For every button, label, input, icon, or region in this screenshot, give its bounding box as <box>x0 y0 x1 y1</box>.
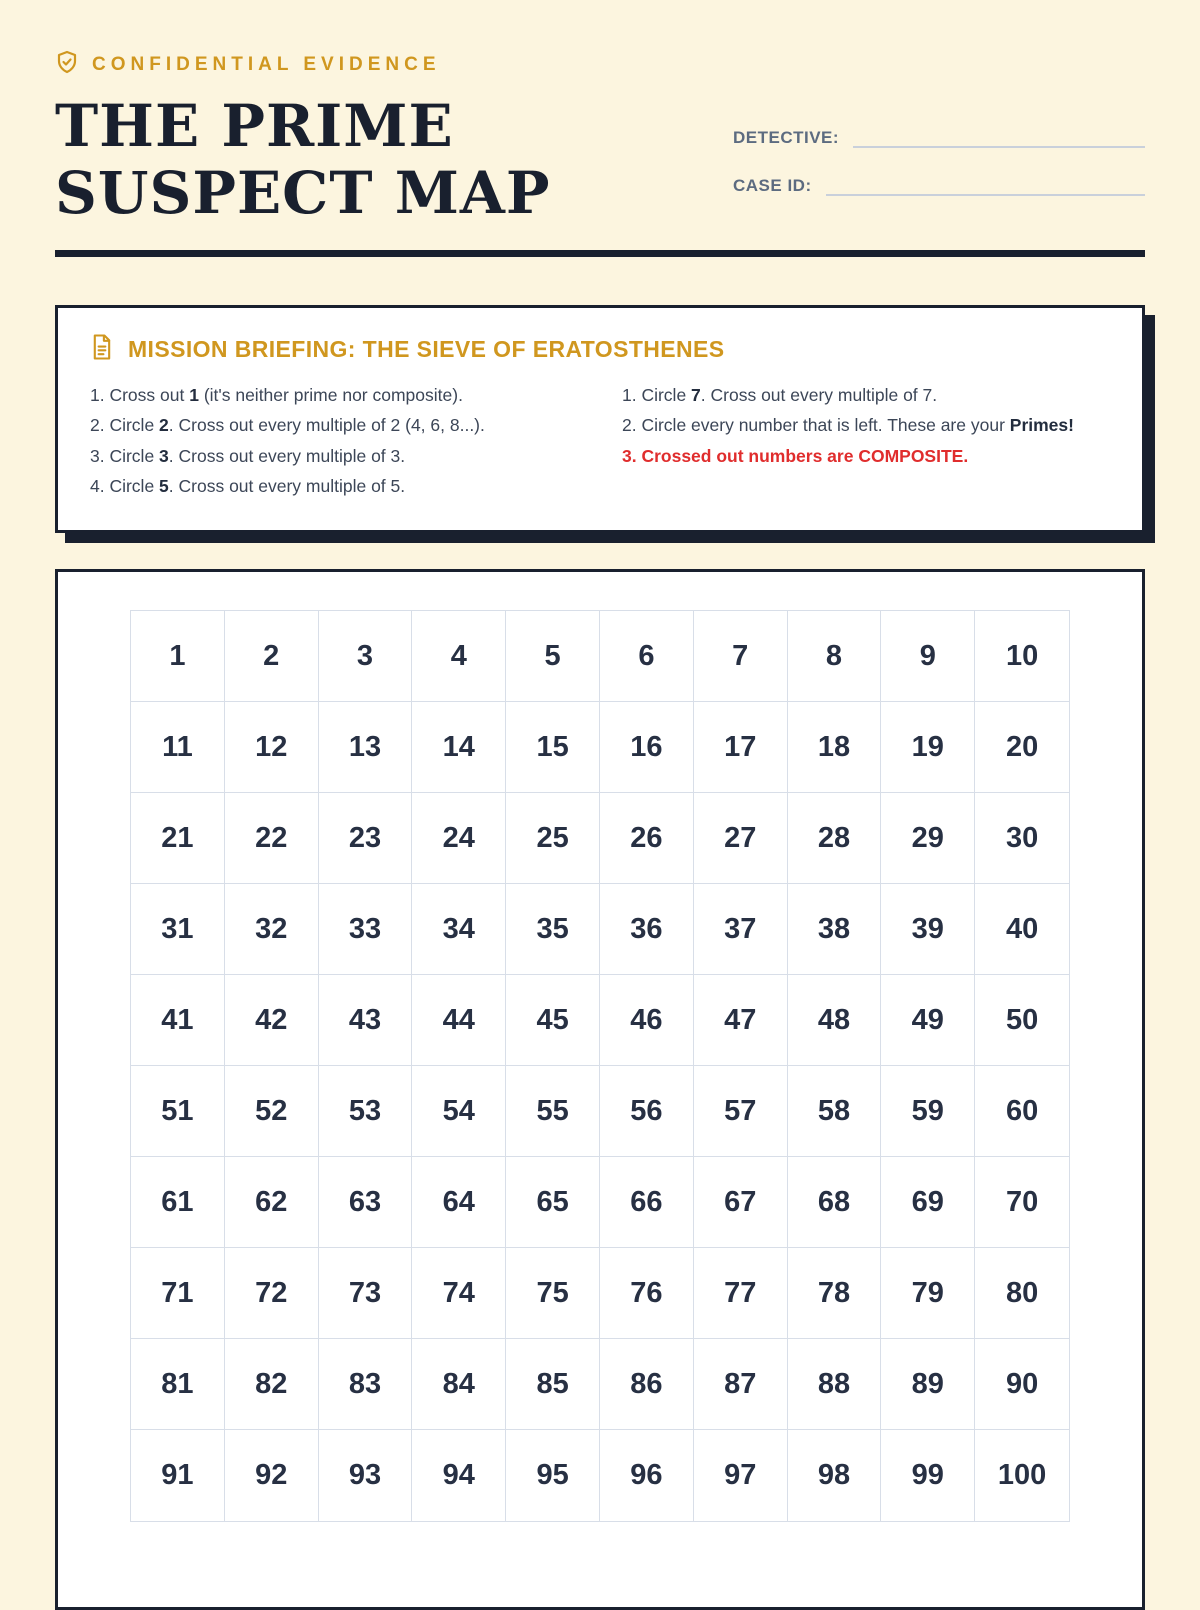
grid-cell-49[interactable]: 49 <box>881 975 975 1066</box>
grid-cell-55[interactable]: 55 <box>506 1066 600 1157</box>
shield-check-icon <box>55 50 79 79</box>
grid-cell-21[interactable]: 21 <box>131 793 225 884</box>
grid-cell-89[interactable]: 89 <box>881 1339 975 1430</box>
detective-field <box>733 128 1145 148</box>
grid-cell-61[interactable]: 61 <box>131 1157 225 1248</box>
grid-cell-35[interactable]: 35 <box>506 884 600 975</box>
grid-cell-70[interactable]: 70 <box>975 1157 1069 1248</box>
grid-cell-14[interactable]: 14 <box>412 702 506 793</box>
grid-cell-94[interactable]: 94 <box>412 1430 506 1521</box>
briefing-step: 3. Crossed out numbers are COMPOSITE. <box>622 445 969 466</box>
grid-cell-10[interactable]: 10 <box>975 611 1069 702</box>
grid-cell-86[interactable]: 86 <box>600 1339 694 1430</box>
grid-cell-44[interactable]: 44 <box>412 975 506 1066</box>
grid-cell-96[interactable]: 96 <box>600 1430 694 1521</box>
briefing-title: MISSION BRIEFING: THE SIEVE OF ERATOSTHENES <box>128 335 725 362</box>
case-fields <box>733 124 1145 196</box>
grid-cell-27[interactable]: 27 <box>694 793 788 884</box>
briefing-steps-right <box>622 380 1110 503</box>
grid-cell-29[interactable]: 29 <box>881 793 975 884</box>
case-id-field <box>733 176 1145 196</box>
grid-cell-92[interactable]: 92 <box>225 1430 319 1521</box>
grid-cell-38[interactable]: 38 <box>788 884 882 975</box>
grid-cell-18[interactable]: 18 <box>788 702 882 793</box>
page-title: THE PRIME SUSPECT MAP <box>55 92 551 228</box>
briefing-step: 2. Circle every number that is left. These are your Primes! <box>622 415 1074 436</box>
grid-cell-32[interactable]: 32 <box>225 884 319 975</box>
grid-cell-74[interactable]: 74 <box>412 1248 506 1339</box>
grid-cell-71[interactable]: 71 <box>131 1248 225 1339</box>
grid-cell-84[interactable]: 84 <box>412 1339 506 1430</box>
confidential-badge-label: CONFIDENTIAL EVIDENCE <box>92 53 441 75</box>
grid-cell-99[interactable]: 99 <box>881 1430 975 1521</box>
briefing-step: 1. Cross out 1 (it's neither prime nor composite). <box>90 384 463 405</box>
grid-cell-58[interactable]: 58 <box>788 1066 882 1157</box>
grid-cell-95[interactable]: 95 <box>506 1430 600 1521</box>
grid-cell-69[interactable]: 69 <box>881 1157 975 1248</box>
detective-label: DETECTIVE: <box>733 128 840 148</box>
grid-cell-88[interactable]: 88 <box>788 1339 882 1430</box>
grid-cell-33[interactable]: 33 <box>319 884 413 975</box>
number-grid-box <box>55 569 1145 1610</box>
case-id-input-line[interactable] <box>826 178 1145 196</box>
grid-cell-56[interactable]: 56 <box>600 1066 694 1157</box>
grid-cell-23[interactable]: 23 <box>319 793 413 884</box>
grid-cell-73[interactable]: 73 <box>319 1248 413 1339</box>
grid-cell-26[interactable]: 26 <box>600 793 694 884</box>
grid-cell-16[interactable]: 16 <box>600 702 694 793</box>
grid-cell-97[interactable]: 97 <box>694 1430 788 1521</box>
number-grid <box>130 610 1070 1522</box>
grid-cell-13[interactable]: 13 <box>319 702 413 793</box>
briefing-step: 2. Circle 2. Cross out every multiple of 2 (4, 6, 8...). <box>90 415 485 436</box>
grid-cell-8[interactable]: 8 <box>788 611 882 702</box>
grid-cell-31[interactable]: 31 <box>131 884 225 975</box>
grid-cell-50[interactable]: 50 <box>975 975 1069 1066</box>
grid-cell-81[interactable]: 81 <box>131 1339 225 1430</box>
title-row <box>55 93 1145 228</box>
grid-cell-67[interactable]: 67 <box>694 1157 788 1248</box>
grid-cell-22[interactable]: 22 <box>225 793 319 884</box>
grid-cell-45[interactable]: 45 <box>506 975 600 1066</box>
confidential-badge <box>55 50 1145 79</box>
grid-cell-62[interactable]: 62 <box>225 1157 319 1248</box>
grid-cell-64[interactable]: 64 <box>412 1157 506 1248</box>
grid-cell-25[interactable]: 25 <box>506 793 600 884</box>
grid-cell-12[interactable]: 12 <box>225 702 319 793</box>
grid-cell-34[interactable]: 34 <box>412 884 506 975</box>
grid-cell-43[interactable]: 43 <box>319 975 413 1066</box>
grid-cell-82[interactable]: 82 <box>225 1339 319 1430</box>
briefing-header <box>90 334 1110 365</box>
grid-cell-20[interactable]: 20 <box>975 702 1069 793</box>
grid-cell-4[interactable]: 4 <box>412 611 506 702</box>
grid-cell-87[interactable]: 87 <box>694 1339 788 1430</box>
grid-cell-54[interactable]: 54 <box>412 1066 506 1157</box>
grid-cell-3[interactable]: 3 <box>319 611 413 702</box>
grid-cell-30[interactable]: 30 <box>975 793 1069 884</box>
grid-cell-1[interactable]: 1 <box>131 611 225 702</box>
grid-cell-66[interactable]: 66 <box>600 1157 694 1248</box>
briefing-step: 4. Circle 5. Cross out every multiple of 5. <box>90 476 406 497</box>
grid-cell-39[interactable]: 39 <box>881 884 975 975</box>
grid-cell-90[interactable]: 90 <box>975 1339 1069 1430</box>
grid-cell-51[interactable]: 51 <box>131 1066 225 1157</box>
grid-cell-72[interactable]: 72 <box>225 1248 319 1339</box>
grid-cell-52[interactable]: 52 <box>225 1066 319 1157</box>
grid-cell-83[interactable]: 83 <box>319 1339 413 1430</box>
grid-cell-63[interactable]: 63 <box>319 1157 413 1248</box>
grid-cell-36[interactable]: 36 <box>600 884 694 975</box>
briefing-columns <box>90 380 1110 503</box>
grid-cell-6[interactable]: 6 <box>600 611 694 702</box>
briefing-step: 1. Circle 7. Cross out every multiple of 7. <box>622 384 938 405</box>
header-divider <box>55 250 1145 257</box>
grid-cell-41[interactable]: 41 <box>131 975 225 1066</box>
grid-cell-46[interactable]: 46 <box>600 975 694 1066</box>
grid-cell-75[interactable]: 75 <box>506 1248 600 1339</box>
grid-cell-59[interactable]: 59 <box>881 1066 975 1157</box>
briefing-step: 3. Circle 3. Cross out every multiple of 3. <box>90 445 406 466</box>
grid-cell-28[interactable]: 28 <box>788 793 882 884</box>
grid-cell-78[interactable]: 78 <box>788 1248 882 1339</box>
grid-cell-53[interactable]: 53 <box>319 1066 413 1157</box>
detective-input-line[interactable] <box>853 130 1145 148</box>
grid-cell-77[interactable]: 77 <box>694 1248 788 1339</box>
grid-cell-100[interactable]: 100 <box>975 1430 1069 1521</box>
grid-cell-65[interactable]: 65 <box>506 1157 600 1248</box>
grid-cell-7[interactable]: 7 <box>694 611 788 702</box>
grid-cell-5[interactable]: 5 <box>506 611 600 702</box>
document-icon <box>90 334 113 365</box>
grid-cell-2[interactable]: 2 <box>225 611 319 702</box>
grid-cell-48[interactable]: 48 <box>788 975 882 1066</box>
case-id-label: CASE ID: <box>733 176 812 196</box>
grid-cell-91[interactable]: 91 <box>131 1430 225 1521</box>
mission-briefing-box <box>55 305 1145 534</box>
grid-cell-37[interactable]: 37 <box>694 884 788 975</box>
grid-cell-17[interactable]: 17 <box>694 702 788 793</box>
grid-cell-47[interactable]: 47 <box>694 975 788 1066</box>
grid-cell-85[interactable]: 85 <box>506 1339 600 1430</box>
grid-cell-80[interactable]: 80 <box>975 1248 1069 1339</box>
grid-cell-93[interactable]: 93 <box>319 1430 413 1521</box>
header <box>55 50 1145 257</box>
grid-cell-76[interactable]: 76 <box>600 1248 694 1339</box>
briefing-steps-left <box>90 380 578 503</box>
grid-cell-15[interactable]: 15 <box>506 702 600 793</box>
grid-cell-11[interactable]: 11 <box>131 702 225 793</box>
grid-cell-9[interactable]: 9 <box>881 611 975 702</box>
grid-cell-19[interactable]: 19 <box>881 702 975 793</box>
grid-cell-60[interactable]: 60 <box>975 1066 1069 1157</box>
grid-cell-57[interactable]: 57 <box>694 1066 788 1157</box>
grid-cell-24[interactable]: 24 <box>412 793 506 884</box>
grid-cell-68[interactable]: 68 <box>788 1157 882 1248</box>
grid-cell-79[interactable]: 79 <box>881 1248 975 1339</box>
grid-cell-42[interactable]: 42 <box>225 975 319 1066</box>
grid-cell-40[interactable]: 40 <box>975 884 1069 975</box>
grid-cell-98[interactable]: 98 <box>788 1430 882 1521</box>
